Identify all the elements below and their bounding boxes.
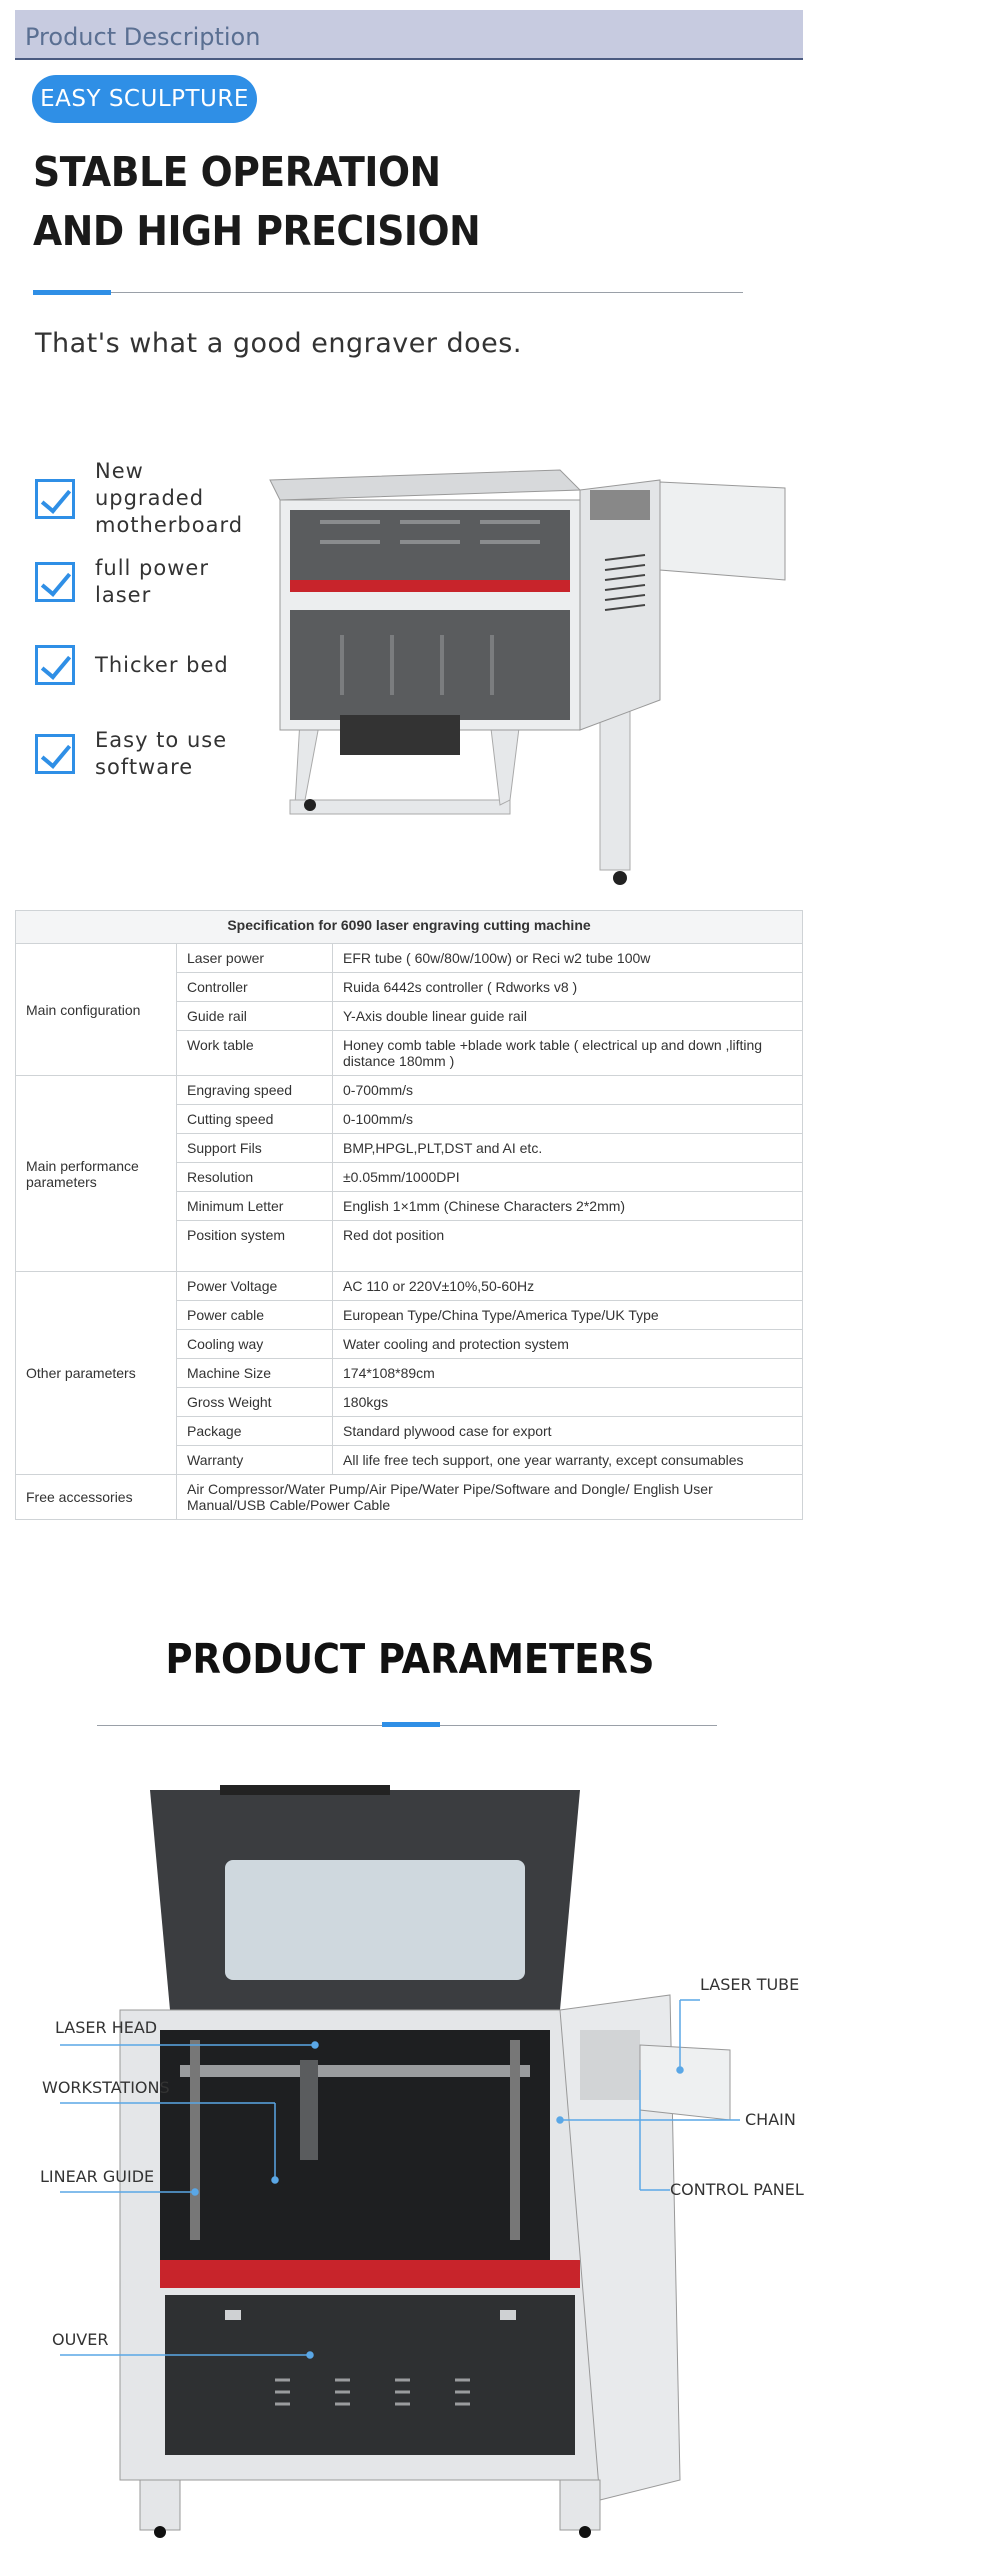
free-accessories-value: Air Compressor/Water Pump/Air Pipe/Water Pipe/Software and Dongle/ English User Manual/USB Cable/Power Cable [177, 1475, 803, 1520]
param-value: 0-100mm/s [333, 1105, 803, 1134]
section-title: Product Description [25, 23, 261, 51]
callout-laser-head: LASER HEAD [55, 2018, 158, 2037]
feature-item [35, 727, 260, 781]
product-description-header [15, 10, 803, 60]
callout-laser-tube: LASER TUBE [700, 1975, 800, 1994]
checkbox-icon [35, 645, 75, 685]
feature-label: New upgraded motherboard [95, 459, 244, 537]
param-value: Y-Axis double linear guide rail [333, 1002, 803, 1031]
callout-control-panel: CONTROL PANEL [670, 2180, 804, 2199]
param-value: BMP,HPGL,PLT,DST and AI etc. [333, 1134, 803, 1163]
param-value: AC 110 or 220V±10%,50-60Hz [333, 1272, 803, 1301]
param-value: EFR tube ( 60w/80w/100w) or Reci w2 tube 100w [333, 944, 803, 973]
param-name: Laser power [177, 944, 333, 973]
headline-line-2: AND HIGH PRECISION [33, 207, 481, 255]
spec-table-title: Specification for 6090 laser engraving cutting machine [16, 911, 803, 944]
param-value: All life free tech support, one year warranty, except consumables [333, 1446, 803, 1475]
param-name: Engraving speed [177, 1076, 333, 1105]
annotated-machine-diagram [0, 1780, 820, 2540]
divider [33, 292, 743, 293]
param-name: Minimum Letter [177, 1192, 333, 1221]
feature-label: Thicker bed [95, 652, 229, 677]
param-name: Warranty [177, 1446, 333, 1475]
param-name: Position system [177, 1221, 333, 1272]
param-value: European Type/China Type/America Type/UK Type [333, 1301, 803, 1330]
checkbox-icon [35, 562, 75, 602]
tagline: That's what a good engraver does. [35, 328, 522, 359]
param-value: Standard plywood case for export [333, 1417, 803, 1446]
feature-item [35, 645, 260, 685]
param-name: Resolution [177, 1163, 333, 1192]
param-name: Power Voltage [177, 1272, 333, 1301]
group-main-performance: Main performance parameters [16, 1076, 177, 1272]
param-name: Guide rail [177, 1002, 333, 1031]
callout-workstations: WORKSTATIONS [42, 2078, 170, 2097]
param-name: Cooling way [177, 1330, 333, 1359]
group-main-configuration: Main configuration [16, 944, 177, 1076]
param-name: Cutting speed [177, 1105, 333, 1134]
headline-line-1: STABLE OPERATION [33, 148, 441, 196]
callout-ouver: OUVER [52, 2330, 109, 2349]
param-value: 180kgs [333, 1388, 803, 1417]
param-name: Controller [177, 973, 333, 1002]
product-parameters-title: PRODUCT PARAMETERS [165, 1635, 655, 1683]
param-value: ±0.05mm/1000DPI [333, 1163, 803, 1192]
param-value: 174*108*89cm [333, 1359, 803, 1388]
param-value: Honey comb table +blade work table ( electrical up and down ,lifting distance 180mm ) [333, 1031, 803, 1076]
param-name: Machine Size [177, 1359, 333, 1388]
divider-accent [33, 290, 111, 295]
feature-label: full power laser [95, 556, 209, 607]
param-value: Ruida 6442s controller ( Rdworks v8 ) [333, 973, 803, 1002]
easy-sculpture-badge: EASY SCULPTURE [32, 75, 257, 123]
checkbox-icon [35, 734, 75, 774]
feature-item [35, 458, 260, 539]
group-free-accessories: Free accessories [16, 1475, 177, 1520]
param-name: Package [177, 1417, 333, 1446]
divider-accent [382, 1722, 440, 1727]
laser-engraver-image [260, 460, 800, 890]
checkbox-icon [35, 479, 75, 519]
param-name: Gross Weight [177, 1388, 333, 1417]
feature-item [35, 555, 260, 609]
param-value: 0-700mm/s [333, 1076, 803, 1105]
callout-linear-guide: LINEAR GUIDE [40, 2167, 155, 2186]
feature-label: Easy to use software [95, 728, 228, 779]
group-other-parameters: Other parameters [16, 1272, 177, 1475]
param-value: Red dot position [333, 1221, 803, 1272]
param-name: Support Fils [177, 1134, 333, 1163]
param-name: Power cable [177, 1301, 333, 1330]
param-value: English 1×1mm (Chinese Characters 2*2mm) [333, 1192, 803, 1221]
param-name: Work table [177, 1031, 333, 1076]
callout-chain: CHAIN [745, 2110, 796, 2129]
spec-table [15, 910, 803, 1520]
param-value: Water cooling and protection system [333, 1330, 803, 1359]
